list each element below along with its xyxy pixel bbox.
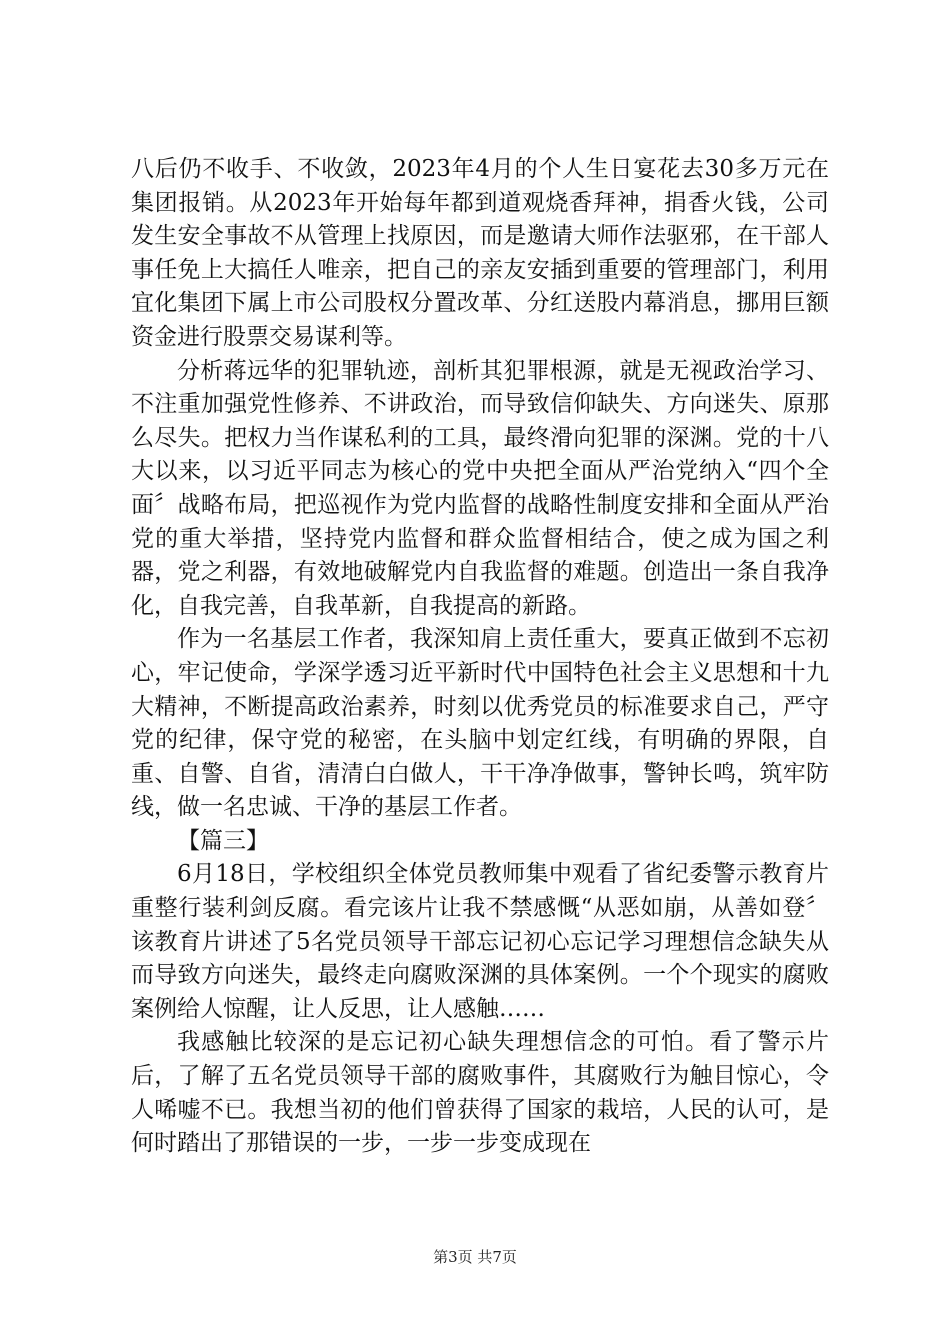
paragraph-reflection: 作为一名基层工作者，我深知肩上责任重大，要真正做到不忘初心，牢记使命，学深学透习近平新时代中国特色社会主义思想和十九大精神，不断提高政治素养，时刻以优秀党员的标准要求自己，严守党的纪律，保守党的秘密，在头脑中划定红线，有明确的界限，自重、自警、自省，清清白白做人，干干净净做事，警钟长鸣，筑牢防线，做一名忠诚、干净的基层工作者。 (131, 626, 829, 821)
paragraph-feeling: 我感触比较深的是忘记初心缺失理想信念的可怕。看了警示片后，了解了五名党员领导干部的腐败事件，其腐败行为触目惊心，令人唏嘘不已。我想当初的他们曾获得了国家的栽培，人民的认可，是何时踏出了那错误的一步，一步一步变成现在 (131, 1029, 829, 1157)
paragraph-viewing: 6月18日，学校组织全体党员教师集中观看了省纪委警示教育片重整行装利剑反腐。看完该片让我不禁感慨“从恶如崩，从善如登〞该教育片讲述了5名党员领导干部忘记初心忘记学习理想信念缺失从而导致方向迷失，最终走向腐败深渊的具体案例。一个个现实的腐败案例给人惊醒，让人反思，让人感触…… (131, 861, 829, 1022)
section-heading: 【篇三】 (177, 827, 269, 854)
paragraph-continuation: 八后仍不收手、不收敛，2023年4月的个人生日宴花去30多万元在集团报销。从2023年开始每年都到道观烧香拜神，捐香火钱，公司发生安全事故不从管理上找原因，而是邀请大师作法驱邪，在干部人事任免上大搞任人唯亲，把自己的亲友安插到重要的管理部门，利用宜化集团下属上市公司股权分置改革、分红送股内幕消息，挪用巨额资金进行股票交易谋利等。 (131, 156, 829, 350)
page-number-footer: 第3页 共7页 (433, 1248, 517, 1266)
document-body (131, 153, 829, 1161)
paragraph-analysis: 分析蒋远华的犯罪轨迹，剖析其犯罪根源，就是无视政治学习、不注重加强党性修养、不讲政治，而导致信仰缺失、方向迷失、原那么尽失。把权力当作谋私利的工具，最终滑向犯罪的深渊。党的十八大以来，以习近平同志为核心的党中央把全面从严治党纳入“四个全面〞战略布局，把巡视作为党内监督的战略性制度安排和全面从严治党的重大举措，坚持党内监督和群众监督相结合，使之成为国之利器，党之利器，有效地破解党内自我监督的难题。创造出一条自我净化，自我完善，自我革新，自我提高的新路。 (131, 357, 829, 619)
